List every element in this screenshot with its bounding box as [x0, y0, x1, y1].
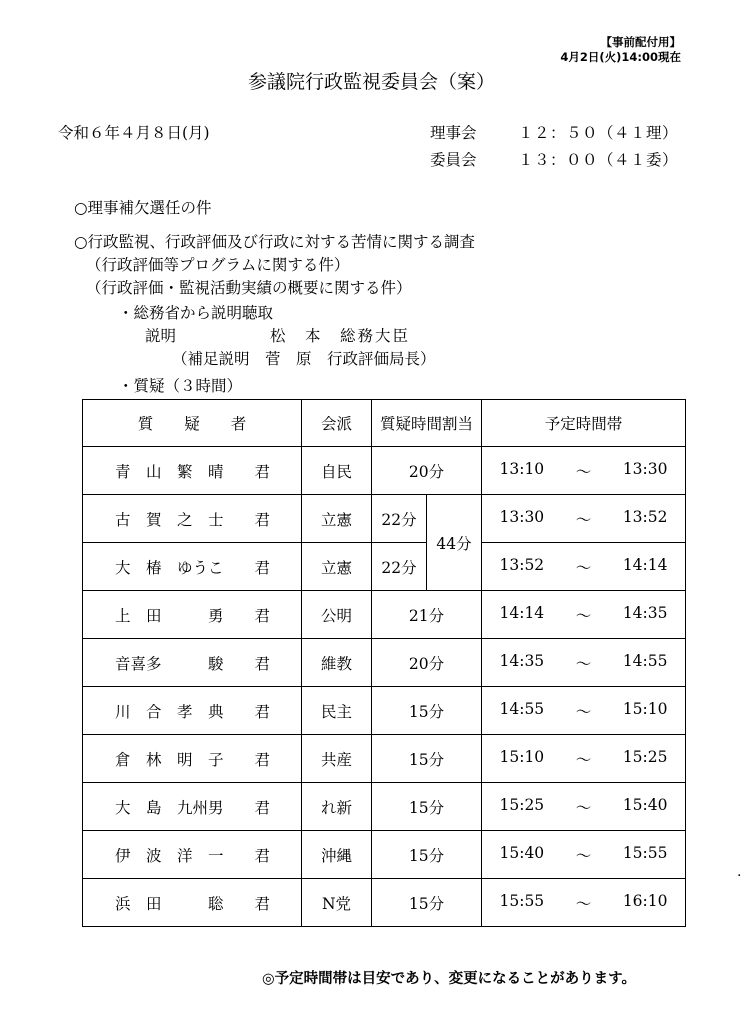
slot-end: 14:14: [622, 555, 668, 574]
qa-heading: ・質疑（３時間）: [118, 377, 243, 395]
allocation-cell: 20分: [372, 447, 482, 495]
slot-end: 15:55: [622, 843, 668, 862]
slot-cell: [482, 543, 686, 591]
table-row: [83, 879, 686, 927]
slot-start: 14:35: [499, 651, 545, 670]
slot-cell: [482, 495, 686, 543]
header-questioner: 質 疑 者: [83, 400, 302, 447]
tilde-separator: ～: [575, 462, 592, 481]
slot-cell: [482, 687, 686, 735]
slot-end: 15:25: [622, 747, 668, 766]
party-cell: 立憲: [302, 543, 372, 591]
explanation-label: 説明: [145, 327, 177, 345]
allocation-cell: 22分: [372, 495, 427, 543]
slot-cell: [482, 831, 686, 879]
slot-cell: [482, 783, 686, 831]
header-allocation: 質疑時間割当: [372, 400, 482, 447]
table-row: [83, 831, 686, 879]
header-party: 会派: [302, 400, 372, 447]
schedule-directors-time: １２：５０（４１理）: [518, 124, 679, 142]
combined-allocation-cell: 44分: [427, 495, 482, 591]
questioner-name: [83, 591, 302, 639]
questioner-name-text: 倉 林 明 子 君: [115, 750, 271, 769]
explanation-heading: ・総務省から説明聴取: [118, 304, 274, 322]
questioner-table: [82, 399, 686, 927]
questioner-name: [83, 543, 302, 591]
slot-start: 15:40: [499, 843, 545, 862]
slot-end: 14:35: [622, 603, 668, 622]
table-row: [83, 687, 686, 735]
tilde-separator: ～: [575, 510, 592, 529]
questioner-name-text: 上 田 勇 君: [115, 606, 271, 625]
agenda-item-1: ○理事補欠選任の件: [74, 199, 212, 217]
allocation-cell: 20分: [372, 639, 482, 687]
table-row: [83, 543, 686, 591]
distribution-tag: 【事前配付用】: [600, 35, 681, 49]
questioner-name: [83, 495, 302, 543]
party-cell: れ新: [302, 783, 372, 831]
slot-end: 15:40: [622, 795, 668, 814]
questioner-name: [83, 831, 302, 879]
questioner-name-text: 音喜多 駿 君: [115, 654, 271, 673]
allocation-cell: 15分: [372, 687, 482, 735]
party-cell: 共産: [302, 735, 372, 783]
questioner-name-text: 大 島 九州男 君: [115, 798, 271, 817]
slot-cell: [482, 735, 686, 783]
questioner-name-text: 浜 田 聡 君: [115, 894, 271, 913]
slot-start: 14:14: [499, 603, 545, 622]
slot-start: 13:10: [499, 459, 545, 478]
questioner-name-text: 古 賀 之 士 君: [115, 510, 271, 529]
slot-start: 13:52: [499, 555, 545, 574]
slot-start: 15:25: [499, 795, 545, 814]
table-row: [83, 783, 686, 831]
slot-cell: [482, 447, 686, 495]
slot-end: 14:55: [622, 651, 668, 670]
as-of-timestamp: 4月2日(火)14:00現在: [560, 50, 681, 64]
questioner-name-text: 大 椿 ゆうこ 君: [115, 558, 271, 577]
tilde-separator: ～: [575, 798, 592, 817]
tilde-separator: ～: [575, 894, 592, 913]
questioner-name: [83, 687, 302, 735]
table-header-row: [83, 400, 686, 447]
schedule-committee-time: １３：００（４１委）: [518, 151, 679, 169]
tilde-separator: ～: [575, 846, 592, 865]
questioner-name: [83, 447, 302, 495]
party-cell: 公明: [302, 591, 372, 639]
slot-end: 16:10: [622, 891, 668, 910]
header-slot: 予定時間帯: [482, 400, 686, 447]
party-cell: 自民: [302, 447, 372, 495]
meeting-date: 令和６年４月８日(月): [58, 124, 210, 142]
schedule-directors-label: 理事会: [430, 124, 477, 142]
allocation-cell: 15分: [372, 831, 482, 879]
party-cell: N党: [302, 879, 372, 927]
table-row: [83, 447, 686, 495]
questioner-name-text: 青 山 繁 晴 君: [115, 462, 271, 481]
tilde-separator: ～: [575, 654, 592, 673]
explanation-speaker: 松 本 総務大臣: [270, 327, 411, 345]
stray-dot: ·: [737, 868, 742, 884]
party-cell: 民主: [302, 687, 372, 735]
slot-start: 13:30: [499, 507, 545, 526]
allocation-cell: 15分: [372, 735, 482, 783]
footer-note: ◎予定時間帯は目安であり、変更になることがあります。: [262, 971, 636, 987]
tilde-separator: ～: [575, 750, 592, 769]
slot-end: 13:52: [622, 507, 668, 526]
slot-start: 15:10: [499, 747, 545, 766]
party-cell: 立憲: [302, 495, 372, 543]
slot-cell: [482, 639, 686, 687]
page-title: 参議院行政監視委員会（案）: [247, 71, 495, 93]
questioner-name-text: 川 合 孝 典 君: [115, 702, 271, 721]
allocation-cell: 15分: [372, 783, 482, 831]
schedule-committee-label: 委員会: [430, 151, 477, 169]
tilde-separator: ～: [575, 702, 592, 721]
table-row: [83, 495, 686, 543]
slot-start: 14:55: [499, 699, 545, 718]
questioner-name-text: 伊 波 洋 一 君: [115, 846, 271, 865]
party-cell: 沖縄: [302, 831, 372, 879]
questioner-name: [83, 639, 302, 687]
agenda-subitem-2: （行政評価・監視活動実績の概要に関する件）: [86, 279, 412, 297]
table-row: [83, 591, 686, 639]
party-cell: 維教: [302, 639, 372, 687]
slot-cell: [482, 879, 686, 927]
allocation-cell: 15分: [372, 879, 482, 927]
slot-end: 15:10: [622, 699, 668, 718]
questioner-name: [83, 735, 302, 783]
allocation-cell: 21分: [372, 591, 482, 639]
supplementary-explanation: （補足説明 菅 原 行政評価局長）: [172, 350, 436, 368]
table-row: [83, 639, 686, 687]
agenda-subitem-1: （行政評価等プログラムに関する件）: [86, 256, 350, 274]
slot-cell: [482, 591, 686, 639]
tilde-separator: ～: [575, 606, 592, 625]
tilde-separator: ～: [575, 558, 592, 577]
agenda-item-2: ○行政監視、行政評価及び行政に対する苦情に関する調査: [74, 233, 476, 251]
questioner-name: [83, 879, 302, 927]
slot-end: 13:30: [622, 459, 668, 478]
slot-start: 15:55: [499, 891, 545, 910]
questioner-name: [83, 783, 302, 831]
allocation-cell: 22分: [372, 543, 427, 591]
table-row: [83, 735, 686, 783]
